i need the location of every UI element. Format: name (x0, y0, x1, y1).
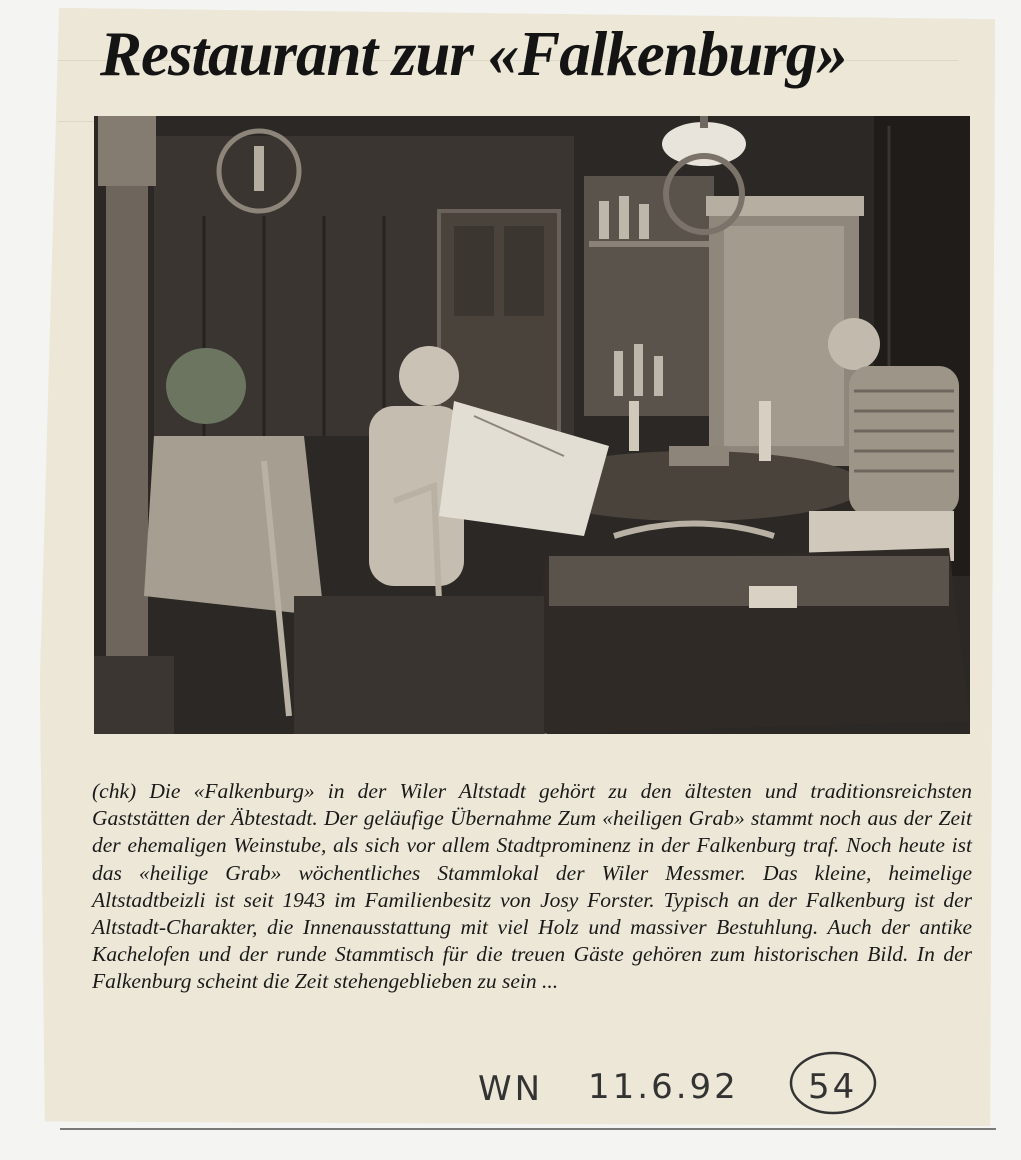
handwritten-annotation (478, 1048, 898, 1128)
handwritten-date: 11.6.92 (588, 1067, 739, 1107)
headline: Restaurant zur «Falkenburg» (100, 19, 847, 89)
restaurant-photo (94, 116, 970, 734)
handwritten-number: 54 (808, 1067, 858, 1107)
article-caption: (chk) Die «Falkenburg» in der Wiler Altstadt gehört zu den ältesten und traditionsreichsten Gaststätten der Äbtestadt. Der geläufige Übernahme Zum «heiligen Grab» stammt noch aus der Zeit der ehemaligen Weinstube, als sich vor allem Stadtprominenz in der Falkenburg traf. Noch heute ist das «heilige Grab» wöchentliches Stammlokal der Wiler Messmer. Das kleine, heimelige Altstadtbeizli ist seit 1943 im Familienbesitz von Josy Forster. Typisch an der Falkenburg ist der Altstadt-Charakter, die Innenausstattung mit viel Holz und massiver Bestuhlung. Auch der antike Kachelofen und der runde Stammtisch für die treuen Gäste gehören zum historischen Bild. In der Falkenburg scheint die Zeit stehengeblieben zu sein ... (92, 779, 972, 994)
bottom-rule (60, 1128, 996, 1130)
handwritten-source: WN (478, 1069, 544, 1109)
